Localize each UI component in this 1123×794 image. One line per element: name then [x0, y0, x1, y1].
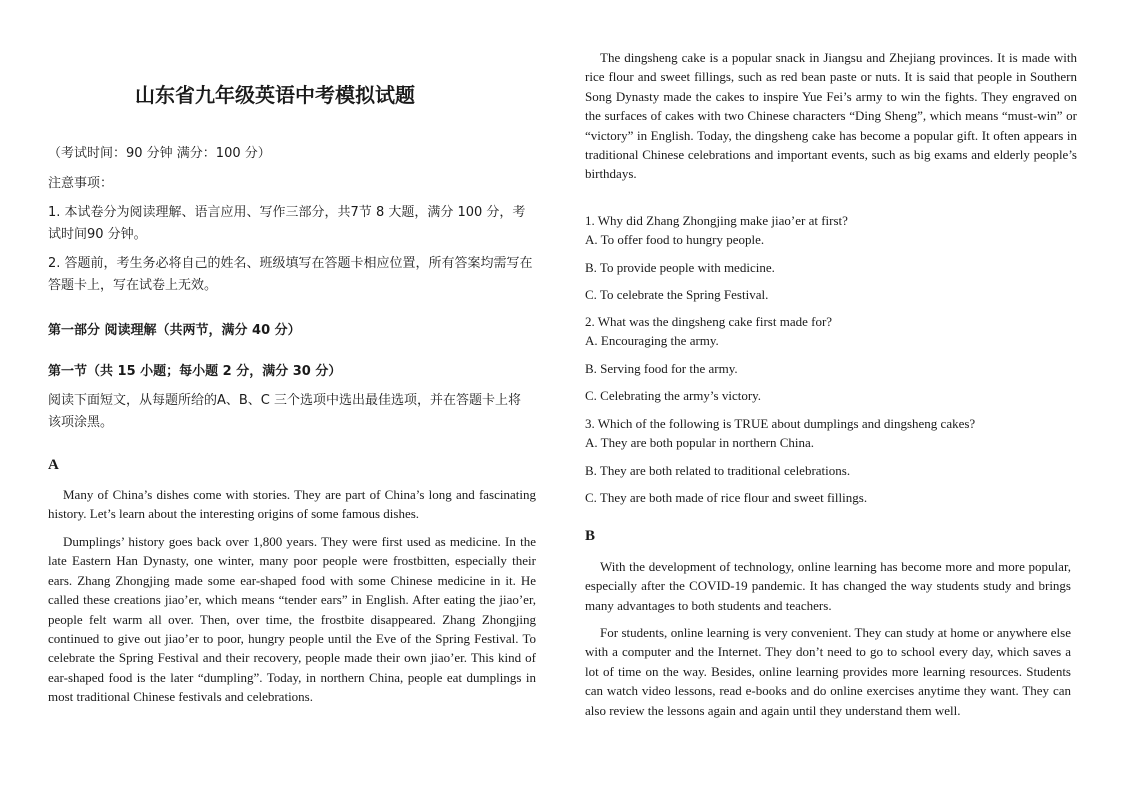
passage-a-paragraph-1: Many of China’s dishes come with stories. They are part of China’s long and fascinating history. Let’s learn about the interesting origins of some famous dishes.	[48, 487, 536, 522]
question-3	[585, 414, 1077, 508]
question-2-option-c: C. Celebrating the army’s victory.	[585, 388, 762, 404]
question-2-option-a: A. Encouraging the army.	[585, 333, 719, 349]
note-1: 1. 本试卷分为阅读理解、语言应用、写作三部分，共7节 8 大题，满分 100 分，考试时间90 分钟。	[48, 205, 526, 242]
question-3-stem: 3. Which of the following is TRUE about dumplings and dingsheng cakes?	[585, 416, 976, 431]
section1-heading: 第一节（共 15 小题；每小题 2 分，满分 30 分）	[48, 364, 342, 379]
question-1	[585, 211, 1077, 305]
part1-heading: 第一部分 阅读理解（共两节，满分 40 分）	[48, 323, 301, 338]
question-2-option-b: B. Serving food for the army.	[585, 360, 738, 376]
question-1-option-b: B. To provide people with medicine.	[585, 259, 775, 275]
passage-a-letter: A	[48, 457, 59, 473]
passage-a-paragraph-2: Dumplings’ history goes back over 1,800 years. They were first used as medicine. In the late Eastern Han Dynasty, one winter, many poor people were frostbitten, especially their ears. Zhang Zhongjing made some ear-shaped food with some Chinese medicine in it. He called these creations jiao’er, which means “tender ears” in English. After eating the jiao’er, people felt warm all over. Then, over time, the frostbite disappeared. Zhang Zhongjing continued to give out jiao’er to poor, hungry people until the Eve of the Spring Festival. To celebrate the Spring Festival and their recovery, people made their own jiao’er. This kind of ear-shaped food is the later “dumpling”. Today, in northern China, people eat dumplings in most traditional Chinese festivals and celebrations.	[48, 534, 536, 705]
exam-info: （考试时间：90 分钟 满分：100 分）	[48, 146, 271, 161]
question-3-option-b: B. They are both related to traditional celebrations.	[585, 462, 851, 478]
page-title: 山东省九年级英语中考模拟试题	[135, 83, 415, 107]
notes-heading: 注意事项：	[48, 176, 114, 191]
section1-instruction: 阅读下面短文，从每题所给的A、B、C 三个选项中选出最佳选项，并在答题卡上将该项涂黑。	[48, 393, 522, 430]
passage-a-paragraph-3: The dingsheng cake is a popular snack in Jiangsu and Zhejiang provinces. It is made with rice flour and sweet fillings, such as red bean paste or nuts. It is said that people in Southern Song Dynasty made the cakes to inspire Yue Fei’s army to win the fights. They engraved on the surfaces of cakes with two Chinese characters “Ding Sheng”, which means “must-win” or “victory” in English. Today, the dingsheng cake has become a popular gift. It often appears in traditional Chinese celebrations and important events, such as big exams and elderly people’s birthdays.	[585, 50, 1077, 182]
passage-b-paragraph-1: With the development of technology, online learning has become more and more popular, especially after the COVID-19 pandemic. It has changed the way students study and brings many advantages to both students and teachers.	[585, 559, 1071, 613]
note-2: 2. 答题前，考生务必将自己的姓名、班级填写在答题卡相应位置，所有答案均需写在答题卡上，写在试卷上无效。	[48, 256, 533, 293]
question-3-option-c: C. They are both made of rice flour and sweet fillings.	[585, 490, 868, 506]
question-2-stem: 2. What was the dingsheng cake first made for?	[585, 314, 833, 329]
passage-b-letter: B	[585, 528, 596, 544]
question-1-stem: 1. Why did Zhang Zhongjing make jiao’er at first?	[585, 213, 848, 228]
passage-b-paragraph-2: For students, online learning is very convenient. They can study at home or anywhere else with a computer and the Internet. They don’t need to go to school every day, which saves a lot of time on the way. Besides, online learning provides more learning resources. Students can watch video lessons, read e-books and do online exercises anytime they want. They can also review the lessons again and again until they understand them well.	[585, 625, 1071, 718]
question-2	[585, 312, 1077, 406]
question-3-option-a: A. They are both popular in northern China.	[585, 435, 815, 451]
question-1-option-c: C. To celebrate the Spring Festival.	[585, 287, 769, 303]
question-1-option-a: A. To offer food to hungry people.	[585, 232, 765, 248]
